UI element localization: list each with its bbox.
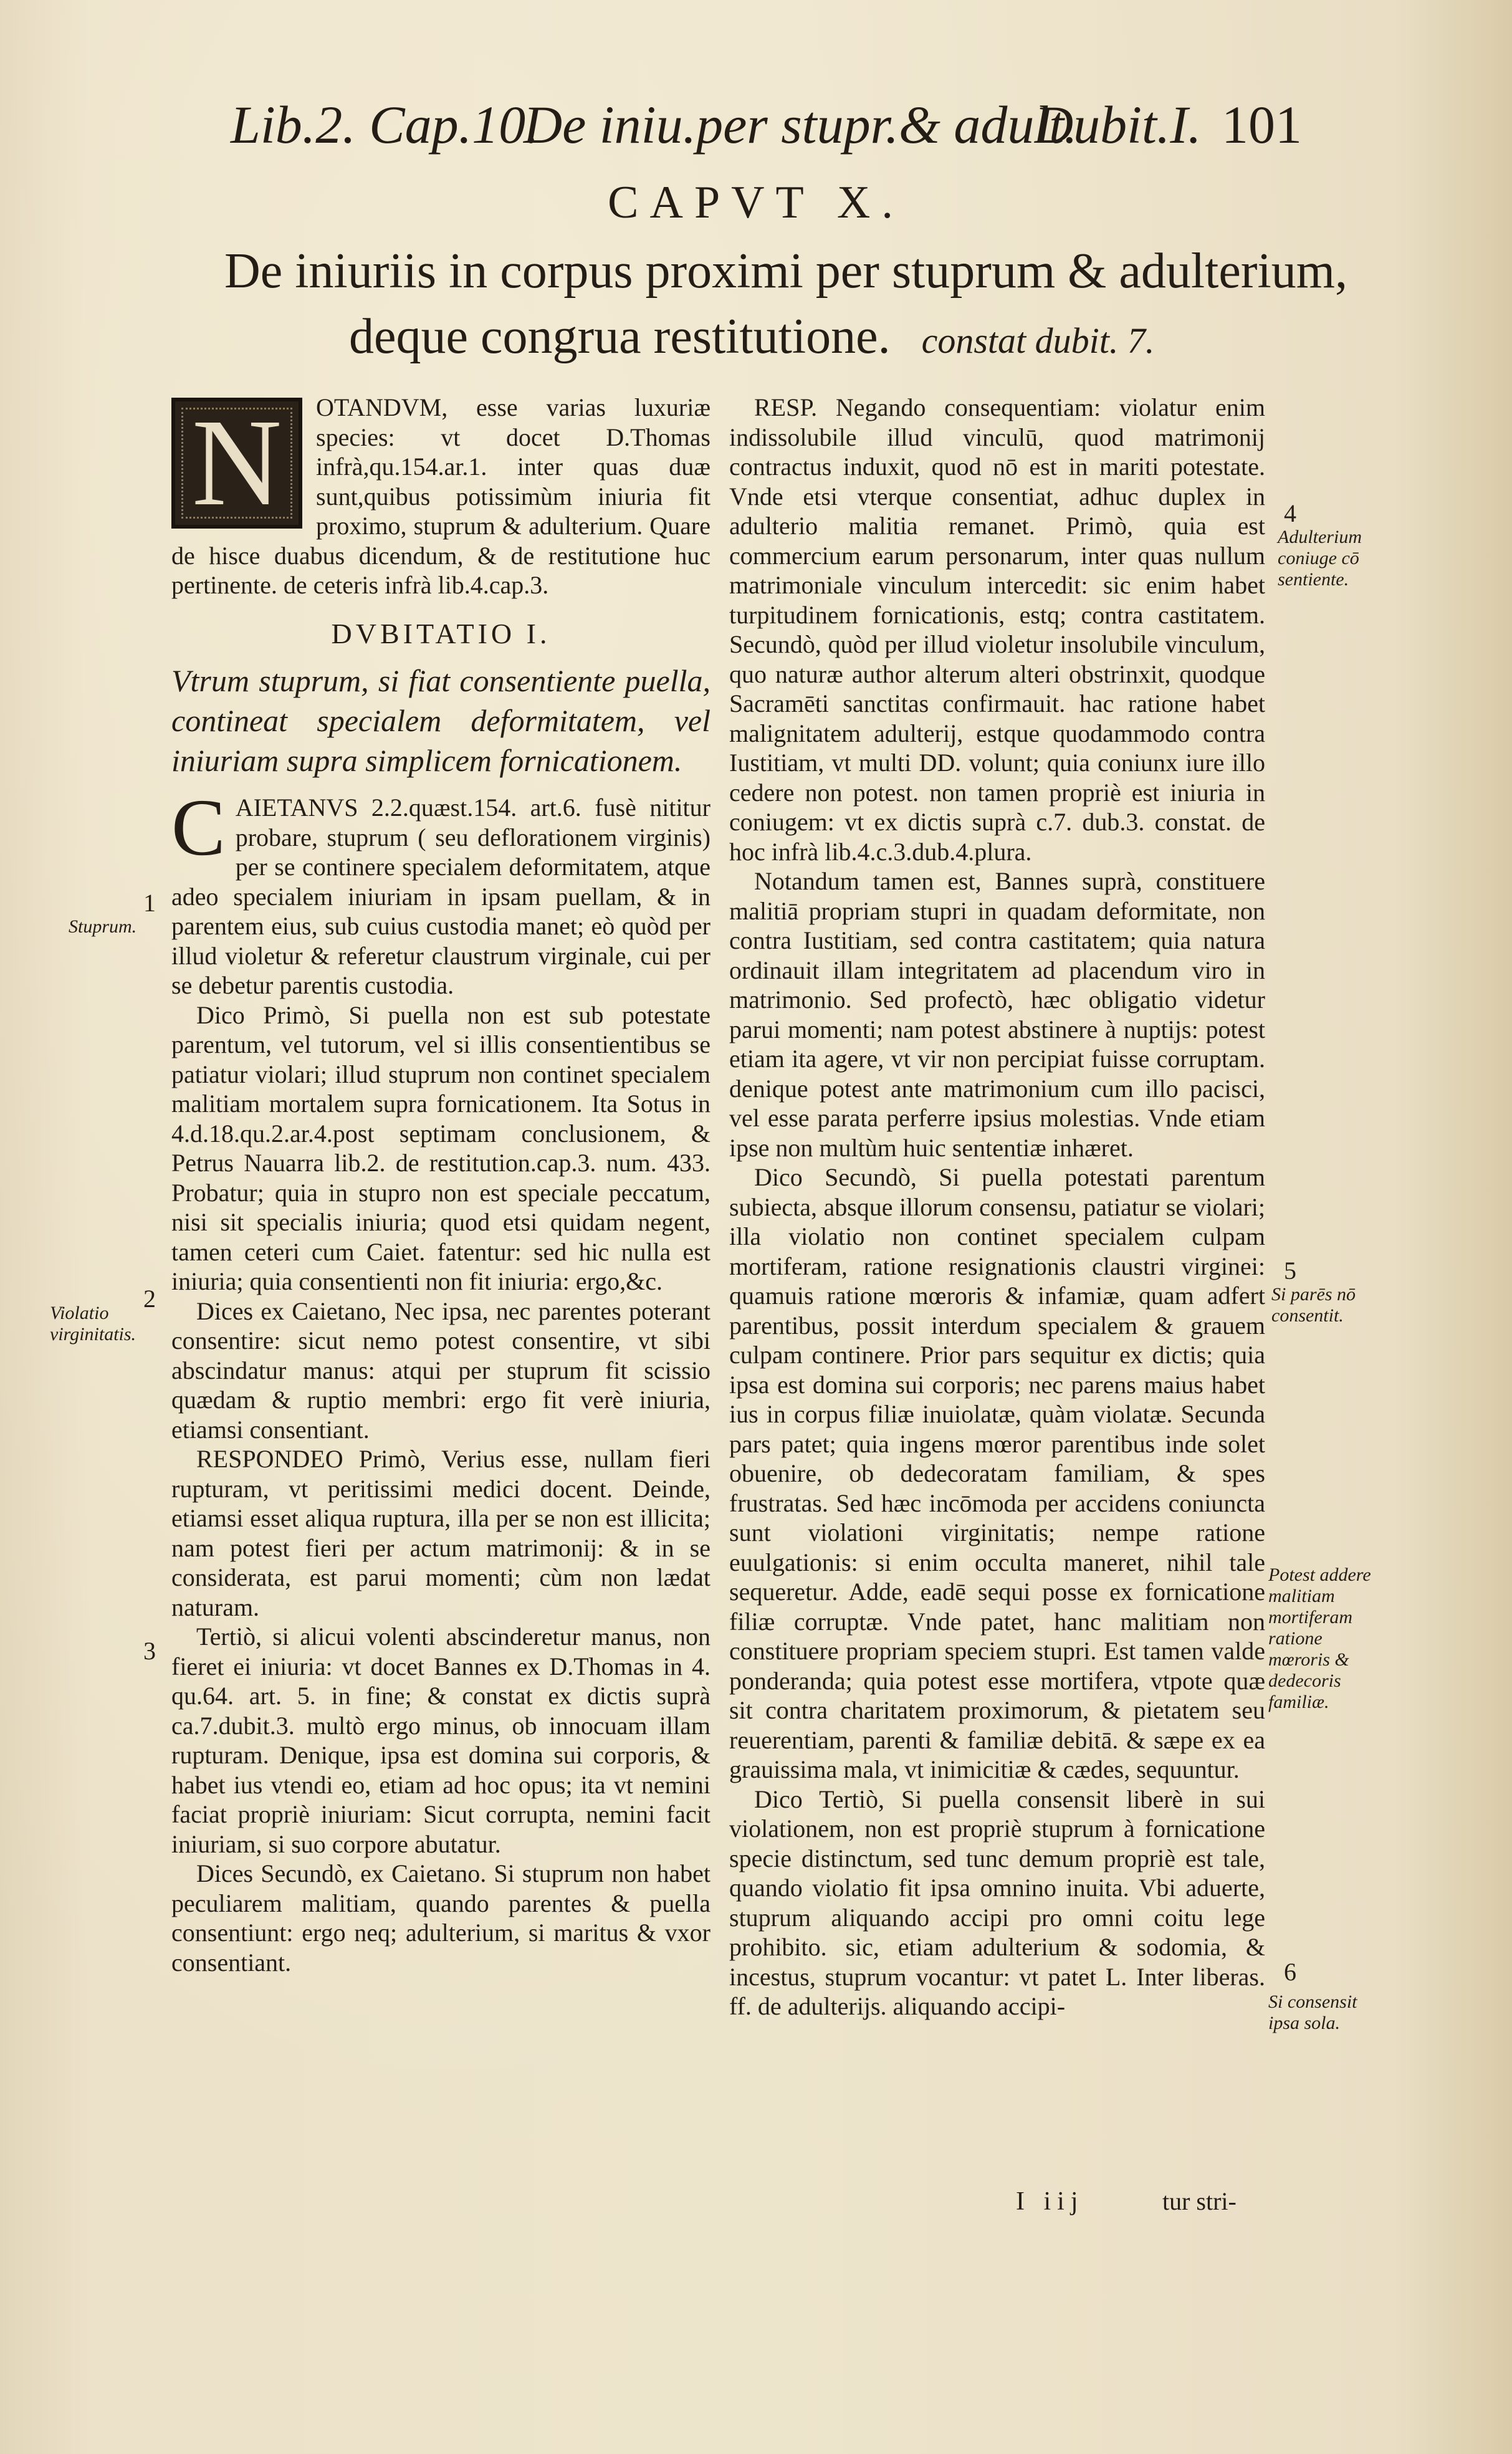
paragraph: Tertiò, si alicui volenti abscinderetur manus, non fieret ei iniuria: vt docet Bannes ex D.Thomas in 4. qu.64. art. 5. in fine; & constat ex dictis suprà ca.7.dubit.3. multò ergo minus, ob innocuam illam rupturam. Denique, ipsa est domina sui corporis, & habet ius vtendi eo, etiam ad hoc opus; ita vt nemini faciat propriè iniuriam: Sicut corrupta, nemini facit iniuriam, si suo corpore abutatur. [171,1622,711,1858]
section-heading: DVBITATIO I. [331,617,551,649]
paragraph: Dico Primò, Si puella non est sub potestate parentum, vel tutorum, vel si illis consentientibus se patiatur violari; illud stuprum non continet specialem malitiam mortalem supra fornicationem. Ita Sotus in 4.d.18.qu.2.ar.4.post septimam conclusionem, & Petrus Nauarra lib.2. de restitution.cap.3. num. 433. Probatur; quia in stupro non est speciale peccatum, nisi sit specialis iniuria; quod etsi quidam negent, tamen ceteri cum Caiet. fatentur: sed hic nulla est iniuria; quia consentienti non fit iniuria: ergo,&c. [171,1000,711,1295]
chapter-subtitle-line2 [349,305,1159,372]
signature-mark: I iij [1016,2187,1084,2216]
margin-number: 4 [1284,499,1296,527]
margin-number: 6 [1284,1958,1296,1986]
margin-number: 2 [143,1285,156,1313]
catchword: tur stri- [1162,2187,1237,2215]
paragraph: Notandum tamen est, Bannes suprà, constituere malitiā propriam stupri in quadam deformitate, non contra Iustitiam, sed contra castitatem; quia natura ordinauit illam integritatem ad placendum viro in matrimonio. Sed profectò, hæc obligatio videtur parui momenti; nam potest abstinere à nuptijs: potest etiam ita agere, vt vir non percipiat fuisse corruptam. denique potest ante matrimonium cum illo pacisci, vel esse parata perferre ipsius molestias. Vnde etiam ipse non multùm huic sententiæ inhæret. [729,867,1265,1162]
margin-note: Violatio virginitatis. [50,1303,136,1344]
margin-note: Stuprum. [69,916,137,937]
paragraph: Dices Secundò, ex Caietano. Si stuprum non habet peculiarem malitiam, quando parentes & puella consentiunt: ergo neq; adulterium, si maritus & vxor consentiant. [171,1859,711,1977]
question-text: Vtrum stuprum, si fiat consentiente puella, contineat specialem deformitatem, vel iniuriam supra simplicem fornicationem. [171,663,711,778]
margin-note: Potest addere malitiam mortiferam ratione mœroris & dedecoris familiæ. [1268,1565,1371,1712]
chapter-title: CAPVT X. [608,177,904,228]
header-book-chapter: Lib.2. Cap.10. [231,95,539,155]
margin-note: Si parēs nō consentit. [1271,1284,1356,1326]
paragraph: Dico Tertiò, Si puella consensit liberè in sui violationem, non est propriè stuprum à fornicatione specie distinctum, sed tunc demum propriè est tale, quando violatio fit ipsa omnino inuita. Vbi aduerte, stuprum aliquando accipi pro omni coitu lege prohibito. sic, etiam adulterium & sodomia, & incestus, stuprum vocantur: vt patet L. Inter liberas. ff. de adulterijs. aliquando accipi- [729,1785,1265,2020]
left-column [171,393,711,1977]
running-header [231,87,1302,162]
margin-number: 3 [143,1637,156,1665]
folio-number: 101 [1222,95,1302,155]
paragraph: Dices ex Caietano, Nec ipsa, nec parentes poterant consentire: sicut nemo potest consentire, vt sibi abscindatur manus: atqui per stuprum fit scissio quædam & ruptio membri: ergo fit verè iniuria, etiamsi consentiant. [171,1296,711,1444]
chapter-subtitle-line1: De iniuriis in corpus proximi per stuprum & adulterium, [224,244,1347,299]
right-column [729,393,1265,2021]
paragraph: RESPONDEO Primò, Verius esse, nullam fieri rupturam, vt peritissimi medici docent. Deinde, etiamsi esset aliqua ruptura, illa per se non est illicita; nam potest fieri per actum matrimonij: & in se considerata, est parui momenti; cùm non lædat naturam. [171,1445,711,1621]
initial-c: C [171,783,226,873]
margin-number: 5 [1284,1257,1296,1285]
decorated-initial: N [171,398,302,529]
paragraph: AIETANVS 2.2.quæst.154. art.6. fusè nititur probare, stuprum ( seu deflorationem virginis) per se continere specialem deformitatem, atque adeo specialem iniuriam in ipsam puellam, & in parentem eius, sub cuius custodia manet; eò quòd per illud violetur & referetur claustrum virginale, cui per se debetur parentis custodia. [171,793,711,999]
header-dubitatio: Dubit.I. [1035,95,1202,155]
intro-paragraph: OTANDVM, esse varias luxuriæ species: vt docet D.Thomas infrà,qu.154.ar.1. inter quas duæ sunt,quibus potissimùm iniuria fit proximo, stuprum & adulterium. Quare de hisce duabus dicendum, & de restitutione huc pertinente. de ceteris infrà lib.4.cap.3. [171,393,711,599]
margin-note: Adulterium coniuge cō sentiente. [1278,527,1362,590]
margin-number: 1 [143,889,156,917]
margin-note: Si consensit ipsa sola. [1268,1991,1357,2033]
paragraph: RESP. Negando consequentiam: violatur enim indissolubile illud vinculū, quod matrimonij contractus induxit, quod nō est in mariti potestate. Vnde etsi vterque consentiat, adhuc duplex in adulterio malitia remanet. Primò, quia est commercium earum personarum, inter quas nullum matrimoniale vinculum intercedit: sic enim habet turpitudinem fornicationis, estq; contra castitatem. Secundò, quòd per illud violetur insolubile vinculum, quo naturæ author alterum alteri obstrinxit, quodque Sacramēti sanctitas confirmauit. hac ratione habet malignitatem adulterij, estque quodammodo contra Iustitiam, vt multi DD. volunt; quia coniunx iure illo cedere non potest. non tamen propriè est iniuria in coniugem: vt ex dictis suprà c.7. dub.3. constat. de hoc infrà lib.4.c.3.dub.4.plura. [729,393,1265,866]
header-topic: De iniu.per stupr.& adult. [524,95,1078,155]
chapter-subtitle-text: deque congrua restitutione. [349,309,891,364]
paragraph: Dico Secundò, Si puella potestati parentum subiecta, absque illorum consensu, patiatur se violari; illa violatio non continet specialem culpam mortiferam, ratione resignationis claustri virginei: quamuis ratione mœroris & infamiæ, quam adfert parentibus, possit interdum specialem & grauem culpam continere. Prior pars sequitur ex dictis; quia ipsa est domina sui corporis; nec parens maius habet ius in corpus filiæ inuiolatæ, quàm violatæ. Secunda pars patet; quia ingens mœror parentibus inde solet obuenire, ob dedecoratam familiam, & spes frustratas. Sed hæc incōmoda per accidens coniuncta sunt violationi virginitatis; nempe ratione euulgationis: si enim occulta maneret, nihil tale sequeretur. Adde, eadē sequi posse ex fornicatione filiæ corruptæ. Vnde patet, hanc malitiam non constituere propriam speciem stupri. Est tamen valde ponderanda; quia potest esse mortifera, vtpote quæ sit contra charitatem proximorum, & pietatem seu reuerentiam, parenti & familiæ debitā. & sæpe ex ea grauissima mala, vt inimicitiæ & cædes, sequuntur. [729,1163,1265,1783]
manuscript-annotation: constat dubit. 7. [921,320,1155,361]
